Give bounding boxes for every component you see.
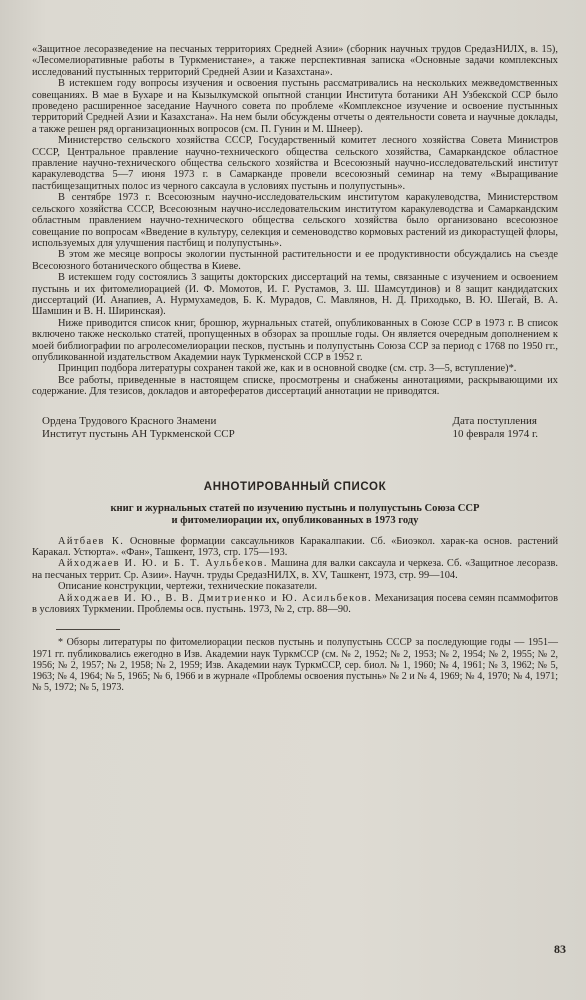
footnote: * Обзоры литературы по фитомелиорации песков пустынь и полупустынь СССР за последующие годы — 1951—1971 гг. публиковались ежегодно в Изв. Академии наук ТуркмССР (см. № 2, 1952; № 2, 1953; № 2, 1954; № 2, 1955; № 2, 1956; № 2, 1957; № 2, 1958; № 2, 1959; Изв. Академии наук ТуркмССР, сер. биол. № 1, 1960; № 4, 1961; № 3, 1962; № 5, 1963; № 4, 1964; № 5, 1965; № 6, 1966 и в журнале «Проблемы освоения пустынь» № 2 и № 4, 1969; № 4, 1970; № 4, 1971; № 5, 1972; № 5, 1973.	[32, 637, 558, 694]
bibliography-entry	[32, 558, 558, 581]
paragraph-3: Министерство сельского хозяйства СССР, Государственный комитет лесного хозяйства Совета Министров СССР, Центральное правление научно-технического общества сельского хозяйства, Самаркандское областное правление научно-технического общества сельского хозяйства и Всесоюзный научно-исследовательский институт каракулеводства 5—7 июня 1973 г. в Самарканде провели всесоюзный семинар на тему «Выращивание пастбищезащитных полос из черного саксаула в условиях пустынь и полупустынь».	[32, 135, 558, 192]
received-date	[452, 415, 558, 441]
paragraph-6: В истекшем году состоялись 3 защиты докторских диссертаций на темы, связанные с изучением и освоением пустынь и их фитомелиорацией (И. Ф. Момотов, И. Г. Рустамов, З. Ш. Шамсутдинов) и 8 защит кандидатских диссертаций (И. Анапиев, А. Нурмухамедов, Б. К. Мурадов, С. Мавлянов, Н. Д. Приходько, В. Ю. Шегай, В. А. Шамшин и В. Н. Ширинская).	[32, 272, 558, 318]
signature-block	[32, 415, 558, 441]
paragraph-4: В сентябре 1973 г. Всесоюзным научно-исследовательским институтом каракулеводства, Министерством сельского хозяйства СССР, Всесоюзным научно-исследовательским институтом каракулеводства и Самаркандским областным правлением научно-технического общества сельского хозяйства было организовано всесоюзное совещание по вопросам «Введение в культуру, селекция и семеноводство кормовых растений из дикорастущей флоры, используемых для улучшения пастбищ и полупустынь».	[32, 192, 558, 249]
paragraph-2: В истекшем году вопросы изучения и освоения пустынь рассматривались на нескольких межведомственных совещаниях. В мае в Бухаре и на Кызылкумской опытной станции Института ботаники АН Узбекской ССР было проведено расширенное заседание Научного совета по проблеме «Комплексное изучение и освоение пустынных территорий Средней Азии и Казахстана». На нем были обсуждены отчеты о деятельности совета и научные доклады, а также решен ряд организационных вопросов (см. П. Гунин и М. Шнеер).	[32, 78, 558, 135]
page-number: 83	[554, 942, 566, 956]
paragraph-7: Ниже приводится список книг, брошюр, журнальных статей, опубликованных в Союзе ССР в 1973 г. В список включено также несколько статей, пропущенных в обзорах за прошлые годы. Он является очередным дополнением к моей библиографии по агролесомелиорации песков, пустынь и полупустынь Союза ССР за период с 1768 по 1950 гг., опубликованной издательством Академии наук Туркменской ССР в 1952 г.	[32, 317, 558, 363]
section-title: АННОТИРОВАННЫЙ СПИСОК	[203, 480, 387, 493]
institution-line-1: Ордена Трудового Красного Знамени	[42, 414, 217, 427]
bibliography-list	[32, 536, 558, 616]
bibliography-entry	[32, 536, 558, 559]
footnote-divider	[56, 629, 120, 630]
entry-text: Механизация посева семян псаммофитов в условиях Туркмении. Проблемы осв. пустынь. 1973, № 2, стр. 88—90.	[32, 592, 558, 616]
paragraph-9: Все работы, приведенные в настоящем списке, просмотрены и снабжены аннотациями, раскрывающими их содержание. Для тезисов, докладов и авторефератов диссертаций аннотации не приводятся.	[32, 374, 558, 398]
entry-text: Основные формации саксаульников Каракалпакии. Сб. «Биоэкол. харак-ка основ. растений Каракал. Устюрта». «Фан», Ташкент, 1973, стр. 175—193.	[32, 535, 559, 558]
paragraph-8: Принцип подбора литературы сохранен такой же, как и в основной сводке (см. стр. 3—5, вступление)*.	[58, 363, 517, 375]
bibliography-annotation	[32, 581, 558, 592]
entry-authors: Айходжаев И. Ю. и Б. Т. Аульбеков.	[58, 558, 268, 570]
institution	[32, 415, 235, 441]
paragraph-5: В этом же месяце вопросы экологии пустынной растительности и ее продуктивности обсуждались на съезде Всесоюзного ботанического общества в Киеве.	[32, 249, 558, 272]
received-label: Дата поступления	[452, 414, 537, 427]
received-date-value: 10 февраля 1974 г.	[452, 427, 538, 440]
paragraph-1: «Защитное лесоразведение на песчаных территориях Средней Азии» (сборник научных трудов СредазНИЛХ, в. 15), «Лесомелиоративные работы в Туркменистане», а также перспективная записка «Основные задачи комплексных исследований пустынных территорий Средней Азии и Казахстана».	[32, 44, 558, 78]
section-subtitle	[32, 503, 558, 528]
entry-authors: Айтбаев К.	[58, 535, 125, 547]
bibliography-entry	[32, 593, 558, 616]
entry-authors: Айходжаев И. Ю., В. В. Дмитриенко и Ю. Асильбеков.	[58, 592, 372, 604]
body-text	[32, 44, 558, 398]
entry-text: Описание конструкции, чертежи, технические показатели.	[58, 581, 318, 593]
entry-text: Машина для валки саксаула и черкеза. Сб. «Защитное лесоразв. на песчаных террит. Ср. Азии». Научн. труды СредазНИЛХ, в. XV, Ташкент, 1973, стр. 99—104.	[32, 558, 559, 581]
subtitle-line-1: книг и журнальных статей по изучению пустынь и полупустынь Союза ССР	[110, 502, 480, 514]
institution-line-2: Институт пустынь АН Туркменской ССР	[42, 427, 235, 440]
subtitle-line-2: и фитомелиорации их, опубликованных в 1973 году	[171, 515, 419, 527]
